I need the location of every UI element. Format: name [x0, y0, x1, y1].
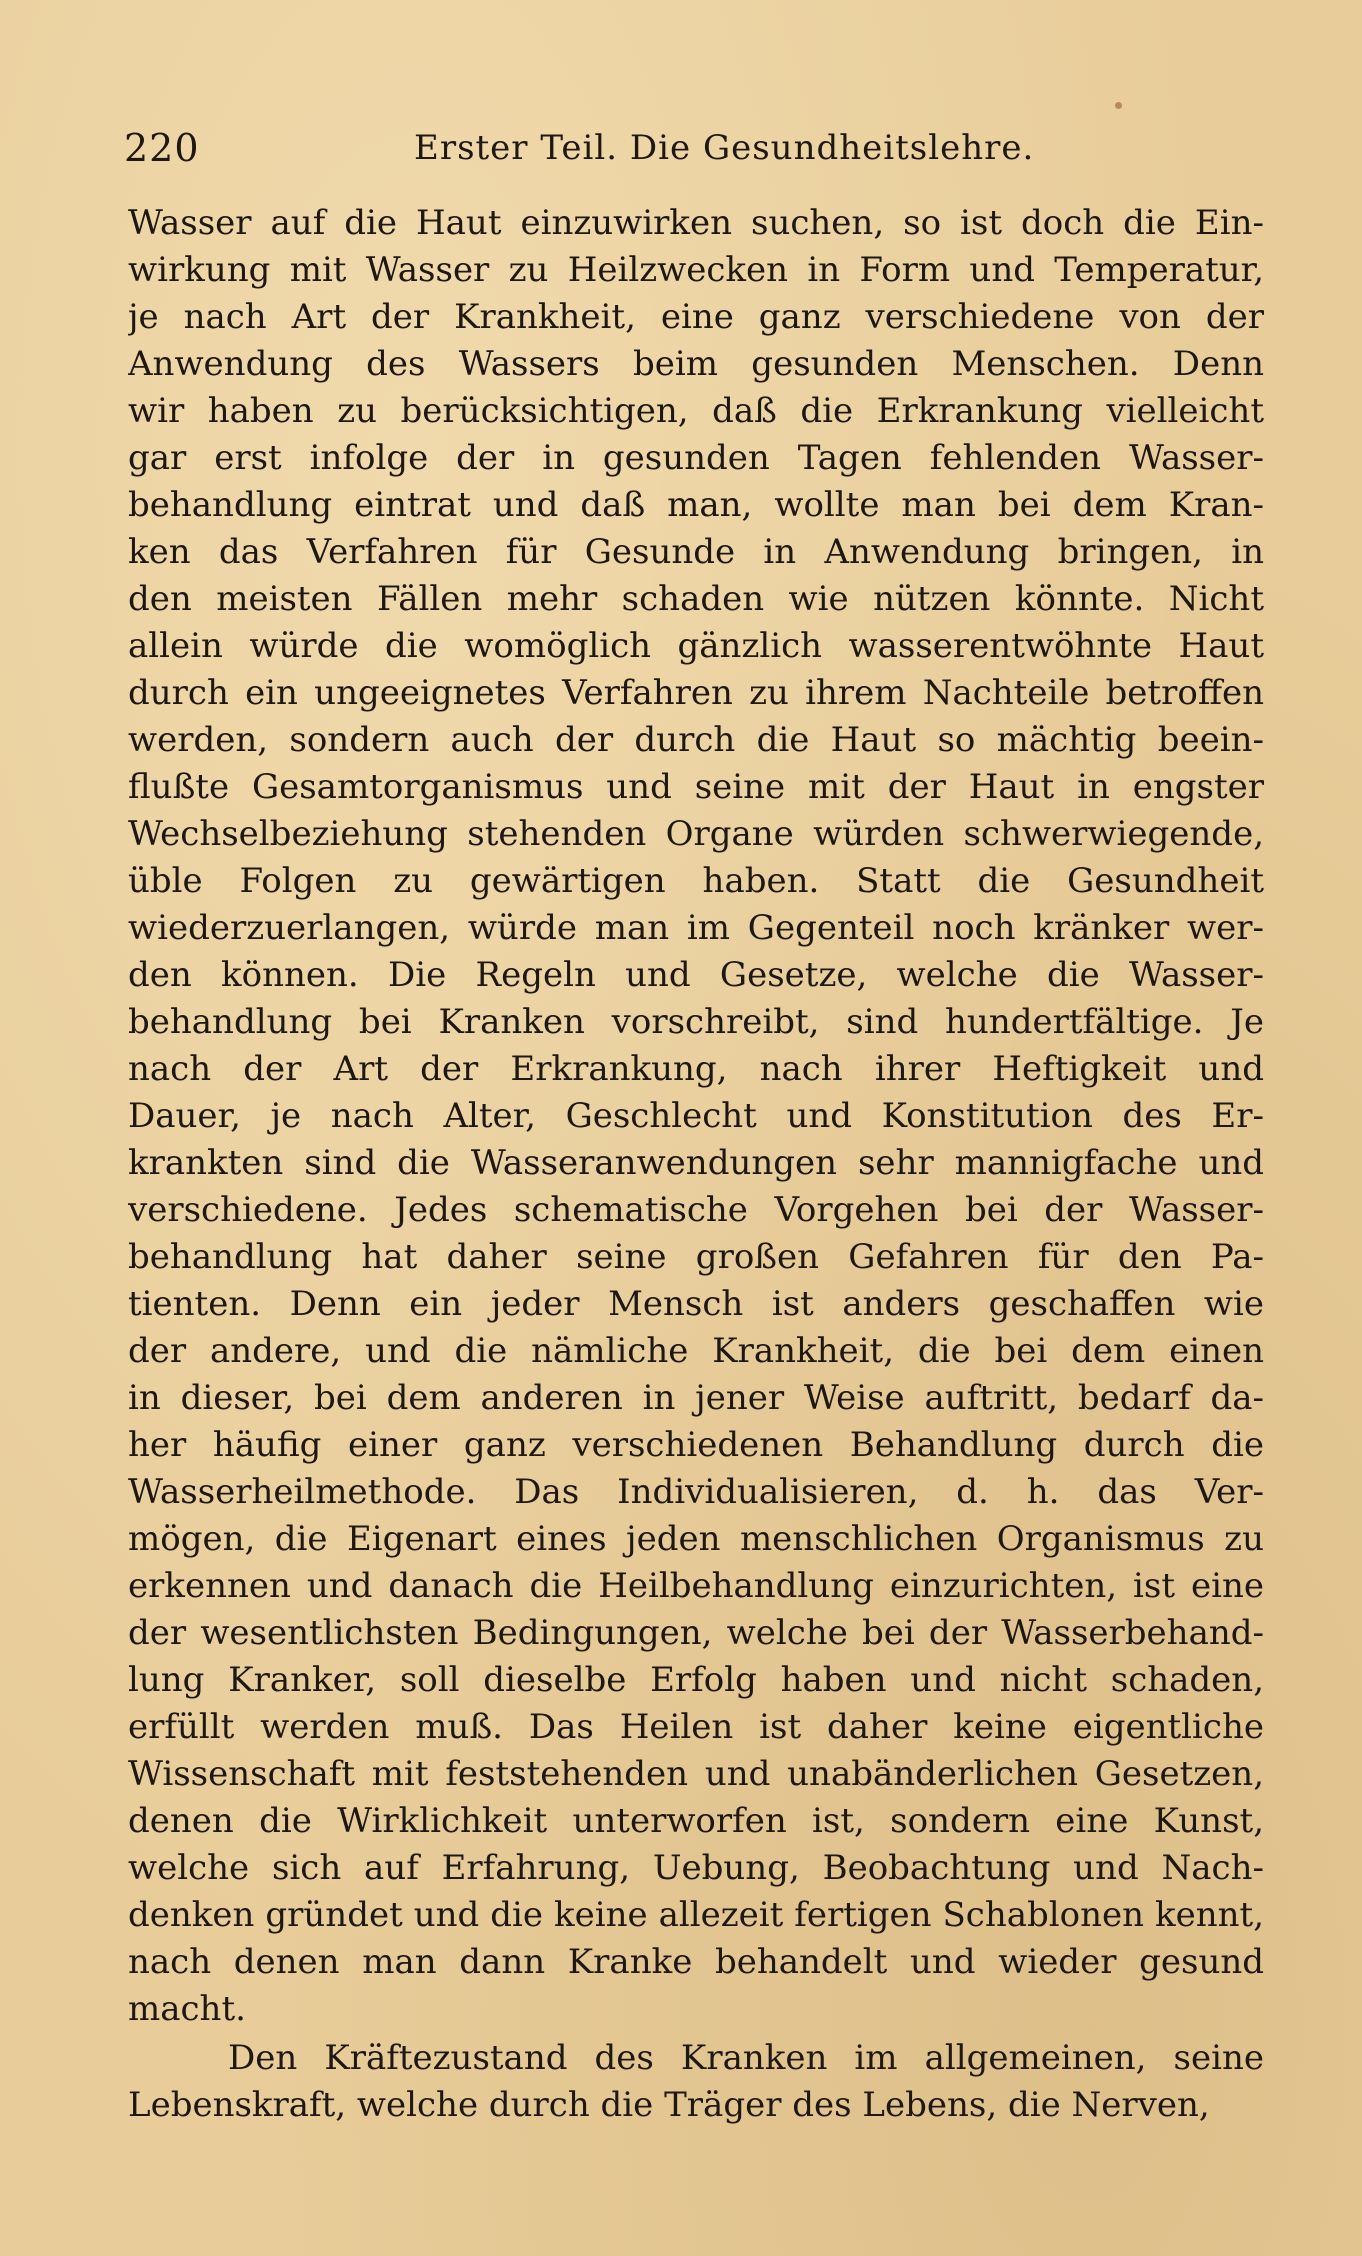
- text-line: werden, sondern auch der durch die Haut so mächtig beein-: [128, 720, 1264, 760]
- body-text: [128, 200, 1264, 2129]
- text-line: wir haben zu berücksichtigen, daß die Erkrankung vielleicht: [128, 391, 1264, 431]
- text-line: allein würde die womöglich gänzlich wasserentwöhnte Haut: [128, 626, 1264, 666]
- text-line: Wasserheilmethode. Das Individualisieren, d. h. das Ver-: [128, 1472, 1264, 1512]
- text-line: behandlung eintrat und daß man, wollte man bei dem Kran-: [128, 485, 1264, 525]
- text-line: Dauer, je nach Alter, Geschlecht und Konstitution des Er-: [128, 1096, 1264, 1136]
- text-line: behandlung hat daher seine großen Gefahren für den Pa-: [128, 1237, 1264, 1277]
- text-line: macht.: [128, 1989, 246, 2029]
- text-line: in dieser, bei dem anderen in jener Weise auftritt, bedarf da-: [128, 1378, 1264, 1418]
- text-line: behandlung bei Kranken vorschreibt, sind hundertfältige. Je: [128, 1002, 1264, 1042]
- text-line: den meisten Fällen mehr schaden wie nützen könnte. Nicht: [128, 579, 1264, 619]
- text-line: Lebenskraft, welche durch die Träger des Lebens, die Nerven,: [128, 2085, 1210, 2125]
- text-line: ken das Verfahren für Gesunde in Anwendung bringen, in: [128, 532, 1264, 572]
- text-line: erkennen und danach die Heilbehandlung einzurichten, ist eine: [128, 1566, 1264, 1606]
- running-head: Erster Teil. Die Gesundheitslehre.: [414, 128, 1035, 168]
- text-line: verschiedene. Jedes schematische Vorgehen bei der Wasser-: [128, 1190, 1264, 1230]
- text-line: tienten. Denn ein jeder Mensch ist anders geschaffen wie: [128, 1284, 1264, 1324]
- paper-speck: [1115, 102, 1122, 109]
- text-line: lung Kranker, soll dieselbe Erfolg haben und nicht schaden,: [128, 1660, 1264, 1700]
- text-line: flußte Gesamtorganismus und seine mit der Haut in engster: [128, 767, 1264, 807]
- text-line: Anwendung des Wassers beim gesunden Menschen. Denn: [128, 344, 1264, 384]
- text-line: gar erst infolge der in gesunden Tagen fehlenden Wasser-: [128, 438, 1264, 478]
- page-header: [124, 118, 1244, 178]
- text-line: welche sich auf Erfahrung, Uebung, Beobachtung und Nach-: [128, 1848, 1264, 1888]
- page-number: 220: [124, 126, 200, 170]
- text-line: denen die Wirklichkeit unterworfen ist, sondern eine Kunst,: [128, 1801, 1264, 1841]
- text-line: krankten sind die Wasseranwendungen sehr mannigfache und: [128, 1143, 1264, 1183]
- text-line: her häufig einer ganz verschiedenen Behandlung durch die: [128, 1425, 1264, 1465]
- text-line: nach denen man dann Kranke behandelt und wieder gesund: [128, 1942, 1264, 1982]
- text-line: mögen, die Eigenart eines jeden menschlichen Organismus zu: [128, 1519, 1264, 1559]
- text-line: durch ein ungeeignetes Verfahren zu ihrem Nachteile betroffen: [128, 673, 1264, 713]
- text-line: nach der Art der Erkrankung, nach ihrer Heftigkeit und: [128, 1049, 1264, 1089]
- paragraph: [128, 2035, 1264, 2129]
- text-line: Wissenschaft mit feststehenden und unabänderlichen Gesetzen,: [128, 1754, 1264, 1794]
- text-line: wirkung mit Wasser zu Heilzwecken in Form und Temperatur,: [128, 250, 1264, 290]
- text-line: denken gründet und die keine allezeit fertigen Schablonen kennt,: [128, 1895, 1264, 1935]
- text-line: je nach Art der Krankheit, eine ganz verschiedene von der: [128, 297, 1264, 337]
- text-line: der andere, und die nämliche Krankheit, die bei dem einen: [128, 1331, 1264, 1371]
- text-line: erfüllt werden muß. Das Heilen ist daher keine eigentliche: [128, 1707, 1264, 1747]
- text-line: wiederzuerlangen, würde man im Gegenteil noch kränker wer-: [128, 908, 1264, 948]
- text-line: Wechselbeziehung stehenden Organe würden schwerwiegende,: [128, 814, 1264, 854]
- text-line: Wasser auf die Haut einzuwirken suchen, so ist doch die Ein-: [128, 203, 1264, 243]
- text-line: den können. Die Regeln und Gesetze, welche die Wasser-: [128, 955, 1264, 995]
- text-line: üble Folgen zu gewärtigen haben. Statt die Gesundheit: [128, 861, 1264, 901]
- paragraph: [128, 200, 1264, 2033]
- text-line: Den Kräftezustand des Kranken im allgemeinen, seine: [228, 2038, 1264, 2078]
- text-line: der wesentlichsten Bedingungen, welche bei der Wasserbehand-: [128, 1613, 1264, 1653]
